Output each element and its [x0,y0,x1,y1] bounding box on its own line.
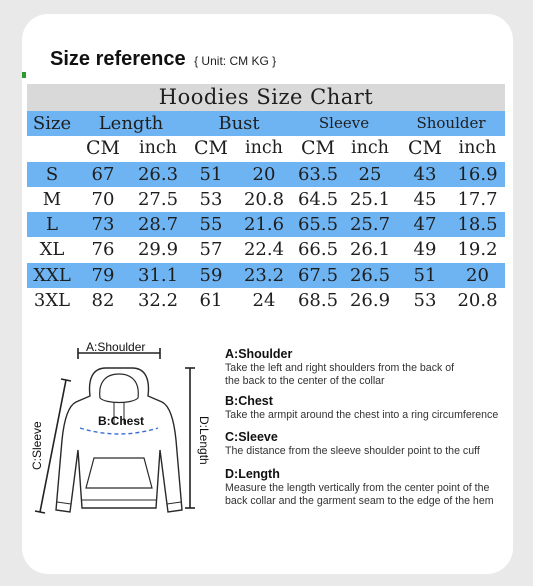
value-cell: 67.5 [297,264,339,286]
value-cell: 59 [199,264,223,286]
length-label: D:Length [197,416,211,465]
value-cell: 67 [91,163,115,185]
value-cell: 32.2 [137,290,179,312]
value-cell: 29.9 [137,239,179,261]
value-cell: 20.8 [243,188,285,210]
definition-text: The distance from the sleeve shoulder point to the cuff [225,445,480,457]
unit-header: CM [301,137,335,160]
value-cell: 51 [413,264,437,286]
value-cell: 26.1 [349,239,391,261]
value-cell: 63.5 [297,163,339,185]
value-cell: 24 [252,290,276,312]
header-length: Length [98,113,164,134]
table-row [27,162,505,187]
value-cell: 66.5 [297,239,339,261]
value-cell: 43 [413,163,437,185]
value-cell: 53 [199,188,223,210]
definition-sleeve [225,430,515,458]
measurement-definitions [225,347,515,508]
header-size: Size [32,113,72,134]
value-cell: 17.7 [457,188,498,210]
value-cell: 26.9 [349,290,391,312]
definition-text: back collar and the garment seam to the edge of the hem [225,495,494,507]
value-cell: 26.5 [349,264,391,286]
value-cell: 45 [413,188,437,210]
unit-header: inch [351,138,389,159]
definition-title: D:Length [225,467,280,481]
definition-title: A:Shoulder [225,347,293,361]
definition-text: Take the left and right shoulders from the back of [225,362,455,374]
definition-text: Take the armpit around the chest into a ring circumference [225,409,499,421]
page-title: Size reference [50,48,186,70]
value-cell: 70 [91,188,115,210]
value-cell: 68.5 [297,290,339,312]
value-cell: 73 [91,214,115,236]
value-cell: 19.2 [457,239,498,261]
definition-title: B:Chest [225,394,273,408]
value-cell: 20.8 [457,290,498,312]
shoulder-label: A:Shoulder [86,340,146,354]
definition-title: C:Sleeve [225,430,278,444]
header-shoulder: Shoulder [416,114,486,132]
table-row [27,187,505,212]
unit-header: CM [86,137,120,160]
value-cell: 25.1 [349,188,391,210]
header-sleeve: Sleeve [318,114,370,132]
table-row [27,237,505,262]
value-cell: 21.6 [243,214,285,236]
size-cell: XL [39,239,65,261]
definition-text: the back to the center of the collar [225,375,385,387]
value-cell: 28.7 [137,214,179,236]
value-cell: 64.5 [297,188,339,210]
definition-length [225,467,515,508]
value-cell: 18.5 [457,214,498,236]
table-row [27,263,505,288]
value-cell: 20 [466,264,489,286]
table-row [27,288,505,313]
value-cell: 22.4 [243,239,285,261]
value-cell: 53 [413,290,437,312]
value-cell: 23.2 [243,264,285,286]
value-cell: 27.5 [137,188,179,210]
size-cell: XXL [33,264,71,286]
unit-header: CM [408,137,442,160]
size-cell: L [46,214,58,236]
header-bust: Bust [218,113,260,134]
definition-shoulder [225,347,515,388]
definition-chest [225,394,515,422]
value-cell: 65.5 [297,214,339,236]
value-cell: 82 [91,290,115,312]
unit-header: inch [458,138,497,159]
unit-header: CM [194,137,228,160]
table-row [27,212,505,237]
value-cell: 26.3 [137,163,179,185]
sleeve-label: C:Sleeve [30,421,44,470]
value-cell: 57 [199,239,223,261]
value-cell: 76 [91,239,115,261]
value-cell: 25 [358,163,382,185]
unit-header: inch [245,138,283,159]
size-cell: S [45,163,59,185]
size-chart-table [27,84,505,313]
chest-label: B:Chest [98,414,145,428]
unit-note: { Unit: CM KG } [194,54,277,68]
value-cell: 25.7 [349,214,391,236]
value-cell: 61 [199,290,223,312]
value-cell: 49 [413,239,437,261]
value-cell: 51 [199,163,223,185]
size-cell: 3XL [33,290,71,312]
size-cell: M [42,188,62,210]
header [50,48,276,71]
unit-header-row [27,136,505,161]
value-cell: 31.1 [137,264,179,286]
value-cell: 55 [199,214,223,236]
chart-title: Hoodies Size Chart [27,84,505,111]
value-cell: 16.9 [457,163,498,185]
unit-header: inch [139,138,177,159]
definition-text: Measure the length vertically from the center point of the [225,482,490,494]
corner-mark [22,72,26,78]
hoodie-measurement-diagram [28,340,228,530]
value-cell: 20 [252,163,276,185]
group-header-row [27,111,505,136]
value-cell: 47 [413,214,437,236]
value-cell: 79 [91,264,115,286]
